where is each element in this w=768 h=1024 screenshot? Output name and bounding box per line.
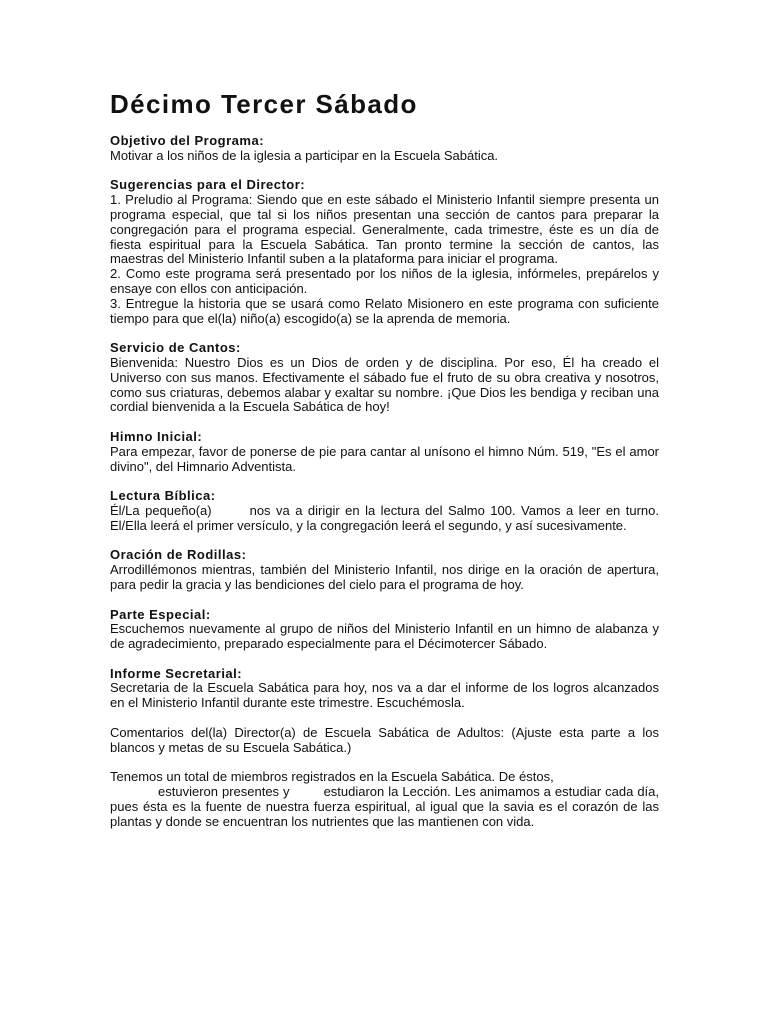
page-title: Décimo Tercer Sábado bbox=[110, 89, 418, 119]
section-objetivo bbox=[110, 134, 659, 164]
section-himno-inicial bbox=[110, 430, 659, 474]
section-comentarios bbox=[110, 726, 659, 756]
comentarios-paragraph: Comentarios del(la) Director(a) de Escuela Sabática de Adultos: (Ajuste esta parte a los blancos y metas de su Escuela Sabática.) bbox=[110, 724, 659, 755]
section-sugerencias bbox=[110, 178, 659, 326]
section-heading: Lectura Bíblica: bbox=[110, 488, 216, 504]
section-paragraph: Bienvenida: Nuestro Dios es un Dios de orden y de disciplina. Por eso, Él ha creado el Universo con sus manos. Efectivamente el sábado fue el fruto de su obra creativa y nosotros, como sus criaturas, debemos alabar y exaltar su nombre. ¡Que Dios les bendiga y reciban una cordial bienvenida a la Escuela Sabática de hoy! bbox=[110, 354, 659, 415]
section-heading: Parte Especial: bbox=[110, 606, 211, 622]
section-heading: Objetivo del Programa: bbox=[110, 133, 265, 148]
section-paragraph: Arrodillémonos mientras, también del Ministerio Infantil, nos dirige en la oración de apertura, para pedir la gracia y las bendiciones del cielo para el programa de hoy. bbox=[110, 562, 659, 592]
section-heading: Himno Inicial: bbox=[110, 428, 203, 444]
closing-part-b: estudiaron la Lección. Les animamos a estudiar cada día, pues ésta es la fuente de nuestra fuerza espiritual, al igual que la savia es el corazón de las plantas y donde se encuentran los nutrientes que las mantienen con vida. bbox=[110, 784, 660, 829]
closing-paragraph bbox=[110, 770, 659, 829]
section-servicio-cantos bbox=[110, 341, 659, 415]
section-paragraph: 1. Preludio al Programa: Siendo que en este sábado el Ministerio Infantil siempre presenta un programa especial, que tal si los niños presentan una sección de cantos para preparar la congregación para el programa especial. Generalmente, cada trimestre, éste es un día de fiesta espiritual para la Escuela Sabática. Tan pronto termine la sección de cantos, las maestras del Ministerio Infantil suben a la plataforma para iniciar el programa. bbox=[110, 192, 659, 267]
section-paragraph: Motivar a los niños de la iglesia a participar en la Escuela Sabática. bbox=[110, 147, 499, 163]
closing-line-1: Tenemos un total de miembros registrados en la Escuela Sabática. De éstos, bbox=[110, 769, 554, 785]
section-paragraph: 3. Entregue la historia que se usará como Relato Misionero en este programa con suficiente tiempo para que el(la) niño(a) escogido(a) se la aprenda de memoria. bbox=[110, 295, 659, 326]
section-paragraph: Para empezar, favor de ponerse de pie para cantar al unísono el himno Núm. 519, "Es el amor divino", del Himnario Adventista. bbox=[110, 443, 659, 474]
section-paragraph bbox=[110, 504, 659, 534]
section-informe-secretarial bbox=[110, 667, 659, 711]
section-parte-especial bbox=[110, 608, 659, 652]
document-page bbox=[110, 88, 659, 844]
section-closing bbox=[110, 770, 659, 829]
paragraph-text-before-blank: Él/La pequeño(a) bbox=[110, 502, 212, 518]
section-paragraph: 2. Como este programa será presentado por los niños de la iglesia, infórmeles, prepárelos y ensaye con ellos con anticipación. bbox=[110, 266, 659, 296]
section-heading: Servicio de Cantos: bbox=[110, 340, 241, 356]
paragraph-text-after-blank: nos va a dirigir en la lectura del Salmo 100. Vamos a leer en turno. El/Ella leerá el primer versículo, y la congregación leerá el segundo, y así sucesivamente. bbox=[110, 502, 659, 533]
closing-part-a: estuvieron presentes y bbox=[158, 784, 290, 800]
section-oracion bbox=[110, 548, 659, 592]
section-heading: Oración de Rodillas: bbox=[110, 547, 247, 563]
section-lectura-biblica bbox=[110, 489, 659, 533]
section-paragraph: Secretaria de la Escuela Sabática para hoy, nos va a dar el informe de los logros alcanzados en el Ministerio Infantil durante este trimestre. Escuchémosla. bbox=[110, 680, 659, 711]
section-heading: Informe Secretarial: bbox=[110, 665, 243, 681]
section-paragraph: Escuchemos nuevamente al grupo de niños del Ministerio Infantil en un himno de alabanza y de agradecimiento, preparado especialmente para el Décimotercer Sábado. bbox=[110, 621, 659, 652]
section-heading: Sugerencias para el Director: bbox=[110, 177, 306, 193]
